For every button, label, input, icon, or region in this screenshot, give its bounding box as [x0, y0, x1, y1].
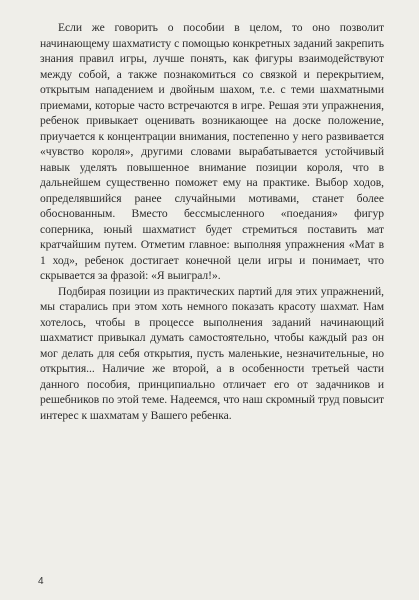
- page-number: 4: [38, 576, 44, 587]
- body-text: [40, 20, 384, 423]
- paragraph-intro: Если же говорить о пособии в целом, то оно позволит начинающему шахматисту с помощью конкретных заданий закрепить знания правил игры, лучше понять, как фигуры взаимодействуют между собой, а также познакомиться со связкой и перекрытием, открытым нападением и двойным шахом, т.е. с теми шахматными приемами, которые часто встречаются в игре. Решая эти упражнения, ребенок привыкает оценивать возникающее на доске положение, приучается к концентрации внимания, постепенно у него развивается «чувство короля», другими словами вырабатывается устойчивый навык уделять повышенное внимание позиции короля, что в дальнейшем существенно поможет ему на практике. Выбор ходов, определявшийся ранее случайными мотивами, станет более обоснованным. Вместо бессмысленного «поедания» фигур соперника, юный шахматист будет стремиться поставить мат кратчайшим путем. Отметим главное: выполняя упражнения «Мат в 1 ход», ребенок достигает конечной цели игры и понимает, что скрывается за фразой: «Я выиграл!».: [40, 21, 384, 282]
- paragraph-positions: Подбирая позиции из практических партий для этих упражнений, мы старались при этом хоть немного показать красоту шахмат. Нам хотелось, чтобы в процессе выполнения заданий начинающий шахматист привыкал думать самостоятельно, чтобы каждый раз он мог делать для себя открытия, пусть маленькие, незначительные, но открытия... Наличие же второй, а в особенности третьей части данного пособия, принципиально отличает его от задачников и решебников по этой теме. Надеемся, что наш скромный труд повысит интерес к шахматам у Вашего ребенка.: [40, 284, 384, 422]
